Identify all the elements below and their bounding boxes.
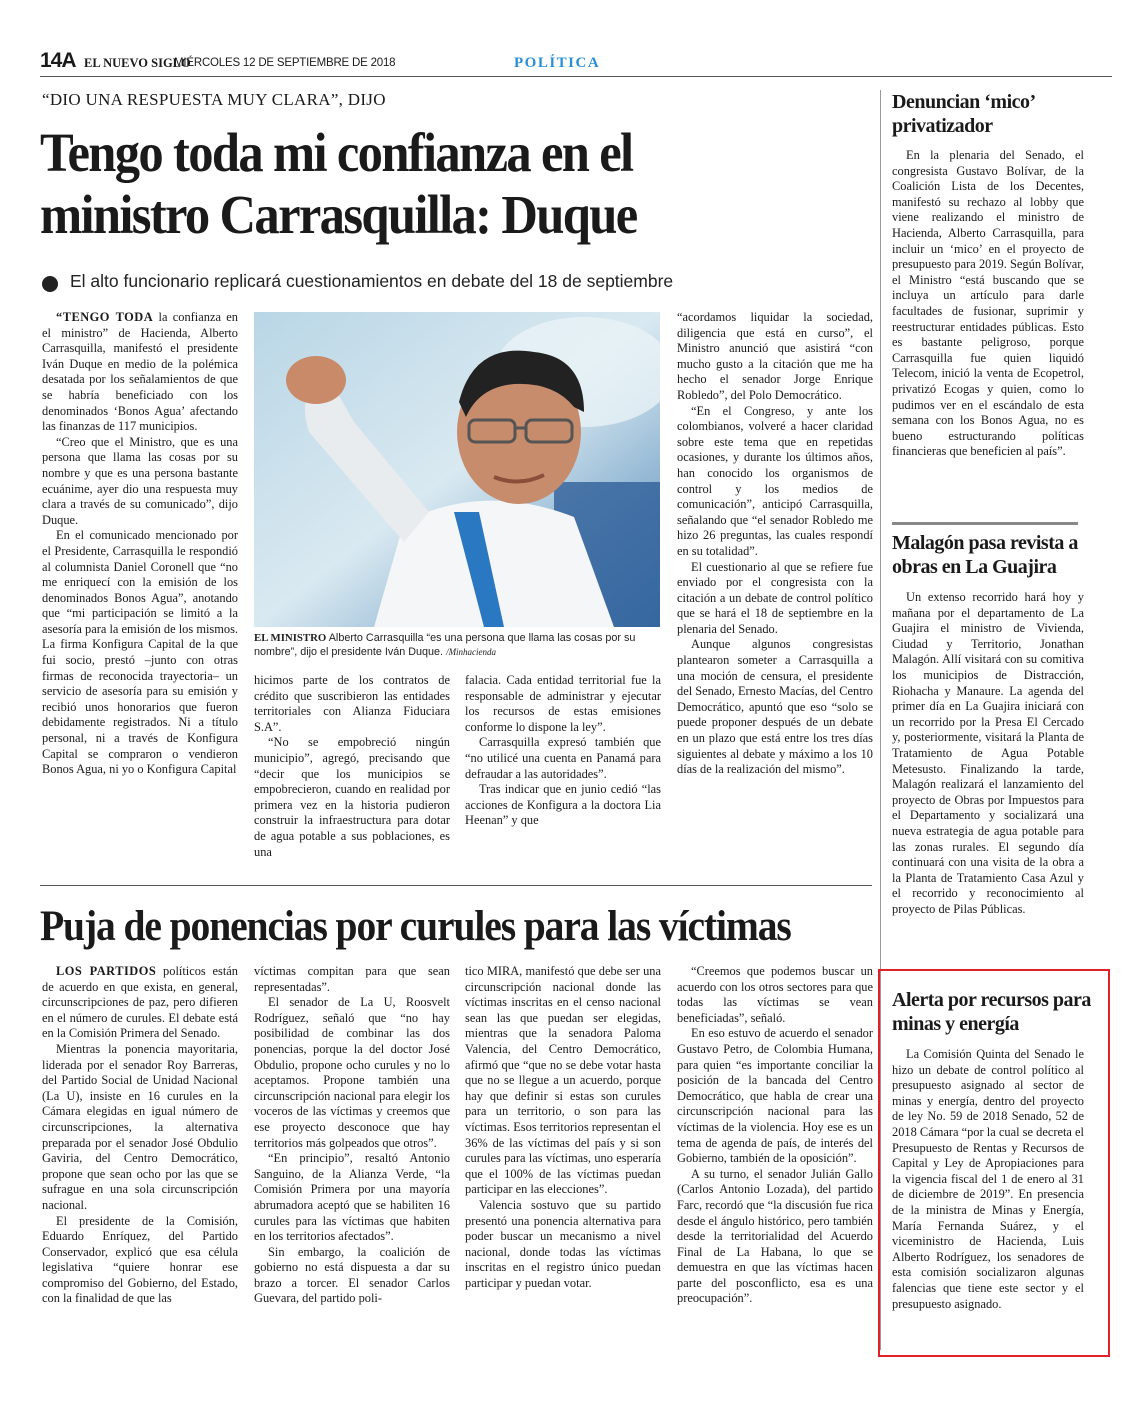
paragraph: Aunque algunos congresistas plantearon someter a Carrasquilla a una moción de censura, el presidente del Senado, Ernesto Macías, del Centro Democrático, apuntó que eso “solo se puede proponer después de un debate en un plazo que está entre los tres días siguientes al debate y máximo a los 10 días de la realización del mismo”. <box>677 637 873 777</box>
article-subhead: El alto funcionario replicará cuestionamientos en debate del 18 de septiembre <box>70 271 674 291</box>
lead-in: LOS PARTIDOS <box>56 964 157 978</box>
paragraph: “No se empobreció ningún municipio”, agregó, precisando que “decir que los municipios se empobrecieron, cuando en realidad por primera vez en la historia pudieron construir la infraestructura para dotar de agua potable a sus poblaciones, es una <box>254 735 450 859</box>
sidebar-item-1-body <box>892 148 1084 460</box>
article-divider <box>40 885 872 886</box>
sidebar-item-1-title: Denuncian ‘mico’ privatizador <box>892 91 1035 137</box>
paragraph: A su turno, el senador Julián Gallo (Carlos Antonio Lozada), del partido Farc, recordó que “la discusión fue rica desde el ángulo histórico, pero también desde la territorialidad del Acuerdo Final de La Habana, lo que se demuestra en que las víctimas hacen parte del posconflicto, esa es una preocupación”. <box>677 1166 873 1306</box>
paragraph: “Creemos que podemos buscar un acuerdo con los otros sectores para que todas las víctimas se vean beneficiadas”, señaló. <box>677 964 873 1025</box>
article-column-3 <box>465 673 661 829</box>
photo-credit: /Minhacienda <box>446 647 497 657</box>
sidebar-item-3-body <box>892 1047 1084 1312</box>
paragraph: En la plenaria del Senado, el congresista Gustavo Bolívar, de la Coalición Lista de los Decentes, manifestó su rechazo al lobby que viene realizando el ministro de Hacienda, Alberto Carrasquilla, para incluir un ‘mico’ en el proyecto de presupuesto para 2019. Según Bolívar, el Ministro “está buscando que se incluya un artículo para darle facultades de fusionar, suprimir y reestructurar entidades públicas. Esto es bastante peligroso, porque Carrasquilla fue quien liquidó Telecom, inició la venta de Ecopetrol, privatizó Ecogas y quien, como lo pudimos ver en el escándalo de esta semana con los Bonos Agua, no es bueno estructurando políticas financieras que beneficien al país”. <box>892 148 1084 459</box>
paragraph: víctimas compitan para que sean representadas”. <box>254 964 450 994</box>
sidebar-item-2-title: Malagón pasa revista a obras en La Guajira <box>892 532 1078 578</box>
sidebar-item-2-body <box>892 590 1084 917</box>
paragraph: “acordamos liquidar la sociedad, diligencia que está en curso”, el Ministro anunció que asistirá “con mucho gusto a la citación que me ha hecho el senador Jorge Enrique Robledo”, del Polo Democrático. <box>677 310 873 402</box>
caption-label: EL MINISTRO <box>254 632 327 644</box>
paragraph: En el comunicado mencionado por el Presidente, Carrasquilla le respondió al columnista Daniel Coronell que “no me enriquecí con la emisión de los denominados Bonos Agua”, anotando que “mi participación se limitó a la asesoría para la emisión de los mismos. La firma Konfigura Capital de la que fui socio, prestó –junto con otras firmas de reconocida trayectoria– un servicio de asesoría para su emisión y recibió unos honorarios que fueron debidamente registrados. Ni a título personal, ni a través de Konfigura Capital se compraron o vendieron Bonos Agua, ni yo o Konfigura Capital <box>42 528 238 777</box>
section-name: POLÍTICA <box>514 55 601 71</box>
second-column-2 <box>254 964 450 1307</box>
paragraph: “En principio”, resaltó Antonio Sanguino, de la Alianza Verde, “la Comisión Primera por una mayoría abrumadora aceptó que se habiliten 16 curules para las víctimas que habiten en los territorios afectados”. <box>254 1151 450 1244</box>
article-kicker: “DIO UNA RESPUESTA MUY CLARA”, DIJO <box>42 90 386 109</box>
article-column-2 <box>254 673 450 860</box>
paragraph: hicimos parte de los contratos de crédito que suscribieron las entidades territoriales con Alianza Fiduciara S.A”. <box>254 673 450 734</box>
paragraph: El presidente de la Comisión, Eduardo Enríquez, del Partido Conservador, explicó que esa célula legislativa “quiere honrar ese compromiso del Gobierno, del Estado, con la finalidad de que las <box>42 1213 238 1306</box>
second-article-headline: Puja de ponencias por curules para las víctimas <box>40 903 791 950</box>
page-number: 14A <box>40 49 76 72</box>
paragraph: Sin embargo, la coalición de gobierno no está dispuesta a dar su brazo a torcer. El senador Carlos Guevara, del partido poli- <box>254 1244 450 1306</box>
bullet-icon <box>42 276 58 292</box>
paragraph: Mientras la ponencia mayoritaria, liderada por el senador Roy Barreras, del Partido Social de Unidad Nacional (La U), insiste en 16 curules en la Cámara elegidas en igual número de circunscripciones, la alternativa preparada por el senador José Obdulio Gaviria, del Centro Democrático, propone que sean ocho por las que se sufrague en una sola circunscripción nacional. <box>42 1041 238 1212</box>
sidebar-item-3-title: Alerta por recursos para minas y energía <box>892 989 1091 1035</box>
second-column-3 <box>465 964 661 1291</box>
paragraph: “Creo que el Ministro, que es una persona que llama las cosas por su nombre y que es una persona bastante ecuánime, ayer dio una respuesta muy clara a través de su comunicado”, dijo Duque. <box>42 434 238 527</box>
second-column-4 <box>677 964 873 1307</box>
article-headline: Tengo toda mi confianza en el ministro Carrasquilla: Duque <box>40 122 637 245</box>
lead-in: “TENGO TODA <box>56 310 154 324</box>
minister-photo-illustration <box>254 312 660 627</box>
second-column-1 <box>42 964 238 1307</box>
paragraph: falacia. Cada entidad territorial fue la responsable de administrar y ejecutar los recursos de estas emisiones conforme lo dispone la ley”. <box>465 673 661 734</box>
article-column-4 <box>677 310 873 778</box>
paragraph: tico MIRA, manifestó que debe ser una circunscripción nacional donde las víctimas inscritas en el censo nacional sean las que puedan ser elegidas, mientras que la senadora Paloma Valencia, del Centro Democrático, afirmó que “que no se debe votar hasta que no se llegue a un acuerdo, porque hay que definir si estas son curules para un territorio, o son para las víctimas. Esos territorios representan el 36% de las víctimas del país y si son curules para las víctimas, uno esperaría que el 100% de las víctimas puedan participar en las elecciones”. <box>465 964 661 1197</box>
newspaper-brand: EL NUEVO SIGLO <box>84 56 191 70</box>
sidebar-rule <box>892 522 1078 525</box>
paragraph: Tras indicar que en junio cedió “las acciones de Konfigura a la doctora Lia Heenan” y que <box>465 782 661 828</box>
article-photo <box>254 312 660 627</box>
paragraph: En eso estuvo de acuerdo el senador Gustavo Petro, de Colombia Humana, para quien “es importante conciliar la posición de la bancada del Centro Democrático, que habla de crear una circunscripción nacional para las víctimas de la violencia. Hoy ese es un tema de agenda de país, de interés del Gobierno, también de la oposición”. <box>677 1026 873 1166</box>
photo-caption <box>254 631 660 659</box>
paragraph: la confianza en el ministro” de Hacienda, Alberto Carrasquilla, manifestó el presidente Iván Duque en medio de la polémica desatada por los señalamientos de que se habría beneficiado con los denominados ‘Bonos Agua’ afectando las finanzas de 117 municipios. <box>42 310 238 434</box>
paragraph: “En el Congreso, y ante los colombianos, volveré a hacer claridad sobre este tema que en repetidas ocasiones, y durante los últimos años, han conocido los organismos de control y los medios de comunicación”, anticipó Carrasquilla, señalando que “el senador Robledo me hizo 26 preguntas, las cuales respondí en su totalidad”. <box>677 403 873 558</box>
caption-text: Alberto Carrasquilla “es una persona que llama las cosas por su nombre”, dijo el presidente Iván Duque. <box>254 632 636 658</box>
article-column-1 <box>42 310 238 778</box>
paragraph: La Comisión Quinta del Senado le hizo un debate de control político al presupuesto asignado al sector de minas y energía, dentro del proyecto de ley No. 59 de 2018 Senado, 52 de 2018 Cámara “por la cual se decreta el Presupuesto de Rentas y Recursos de Capital y Ley de Apropiaciones para la vigencia fiscal del 1 de enero al 31 de diciembre de 2019”. En presencia de la ministra de Minas y Energía, María Fernanda Suárez, y el viceministro de Hacienda, Luis Alberto Rodríguez, los senadores de esta comisión socializaron algunas falencias que tiene este sector y el presupuesto asignado. <box>892 1047 1084 1311</box>
paragraph: Valencia sostuvo que su partido presentó una ponencia alternativa para poder buscar un mecanismo a nivel nacional, donde todas las víctimas inscritas en el registro único puedan participar y puedan votar. <box>465 1197 661 1290</box>
paragraph: El cuestionario al que se refiere fue enviado por el congresista con la citación a un debate de control político que se hará el 18 de septiembre en la plenaria del Senado. <box>677 559 873 636</box>
paragraph: El senador de La U, Roosvelt Rodríguez, señaló que “no hay posibilidad de combinar las dos ponencias, porque la del doctor José Obdulio, propone ocho curules y no lo aceptamos. Propone también una circunscripción nacional para elegir los voceros de las víctimas y creemos que ese proyecto desconoce que hay territorios más golpeados que otros”. <box>254 995 450 1150</box>
header-rule <box>40 76 1112 77</box>
paragraph: políticos están de acuerdo en que exista, en general, circunscripciones de paz, pero difieren en el número de curules. El debate está en la Comisión Primera del Senado. <box>42 964 238 1041</box>
issue-date: MIÉRCOLES 12 DE SEPTIEMBRE DE 2018 <box>174 57 396 69</box>
paragraph: Un extenso recorrido hará hoy y mañana por el departamento de La Guajira el ministro de Vivienda, Ciudad y Territorio, Jonathan Malagón. Allí visitará con su comitiva los municipios de Distracción, Riohacha y Manaure. La agenda del primer día en La Guajira iniciará con un recorrido por la Presa El Cercado y, posteriormente, visitará la Planta de Tratamiento de Agua Potable Metesusto. Finalizando la tarde, Malagón realizará el lanzamiento del proyecto de Obras por Impuestos para el Departamento y socializará una nueva estrategia de agua potable para las zonas rurales. El segundo día continuará con una visita de la obra a la Planta de Tratamiento Casa Azul y el recorrido y reconocimiento al proyecto de Pilas Públicas. <box>892 590 1084 916</box>
paragraph: Carrasquilla expresó también que “no utilicé una cuenta en Panamá para defraudar a las autoridades”. <box>465 735 661 781</box>
